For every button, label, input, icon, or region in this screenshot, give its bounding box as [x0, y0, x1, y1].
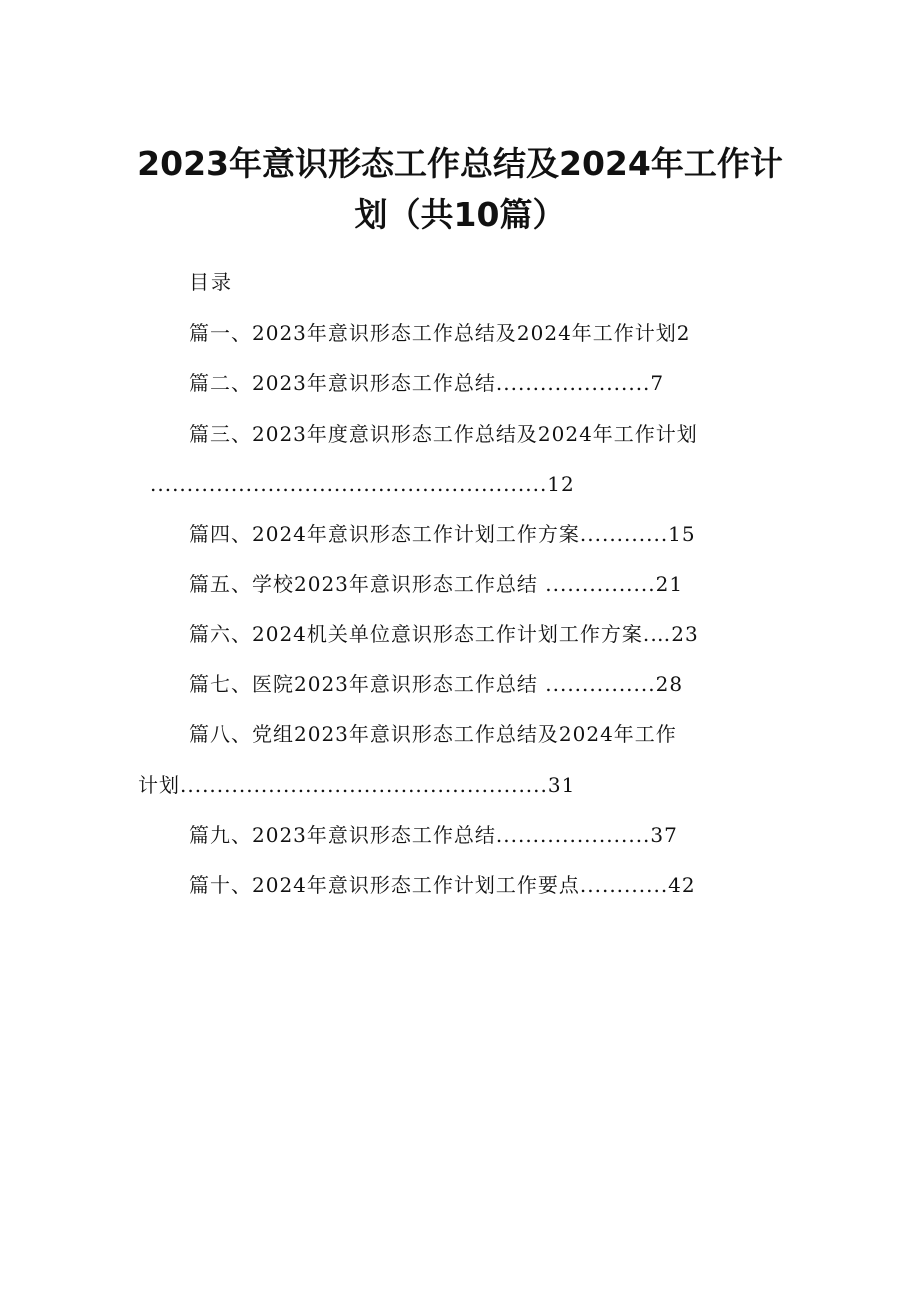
toc-entry-2[interactable]: 篇二、2023年意识形态工作总结.....................7: [189, 371, 665, 395]
toc-entry-1[interactable]: 篇一、2023年意识形态工作总结及2024年工作计划2: [189, 321, 691, 345]
toc-entry-3-continuation[interactable]: ......................................................12: [150, 472, 575, 496]
toc-entry-4[interactable]: 篇四、2024年意识形态工作计划工作方案............15: [189, 522, 696, 546]
toc-entry-8[interactable]: 篇八、党组2023年意识形态工作总结及2024年工作: [189, 722, 677, 746]
toc-entry-10[interactable]: 篇十、2024年意识形态工作计划工作要点............42: [189, 873, 696, 897]
toc-entry-6[interactable]: 篇六、2024机关单位意识形态工作计划工作方案.…23: [189, 622, 699, 646]
toc-heading: 目录: [189, 270, 233, 294]
toc-entry-7[interactable]: 篇七、医院2023年意识形态工作总结 ...............28: [189, 672, 684, 696]
toc-entry-5[interactable]: 篇五、学校2023年意识形态工作总结 ...............21: [189, 572, 684, 596]
document-title-line-2: 划（共10篇）: [354, 195, 566, 234]
toc-entry-9[interactable]: 篇九、2023年意识形态工作总结.....................37: [189, 823, 678, 847]
toc-entry-3[interactable]: 篇三、2023年度意识形态工作总结及2024年工作计划: [189, 422, 698, 446]
document-title-line-1: 2023年意识形态工作总结及2024年工作计: [137, 144, 783, 183]
toc-entry-8-continuation[interactable]: 计划..................................................31: [138, 773, 576, 797]
